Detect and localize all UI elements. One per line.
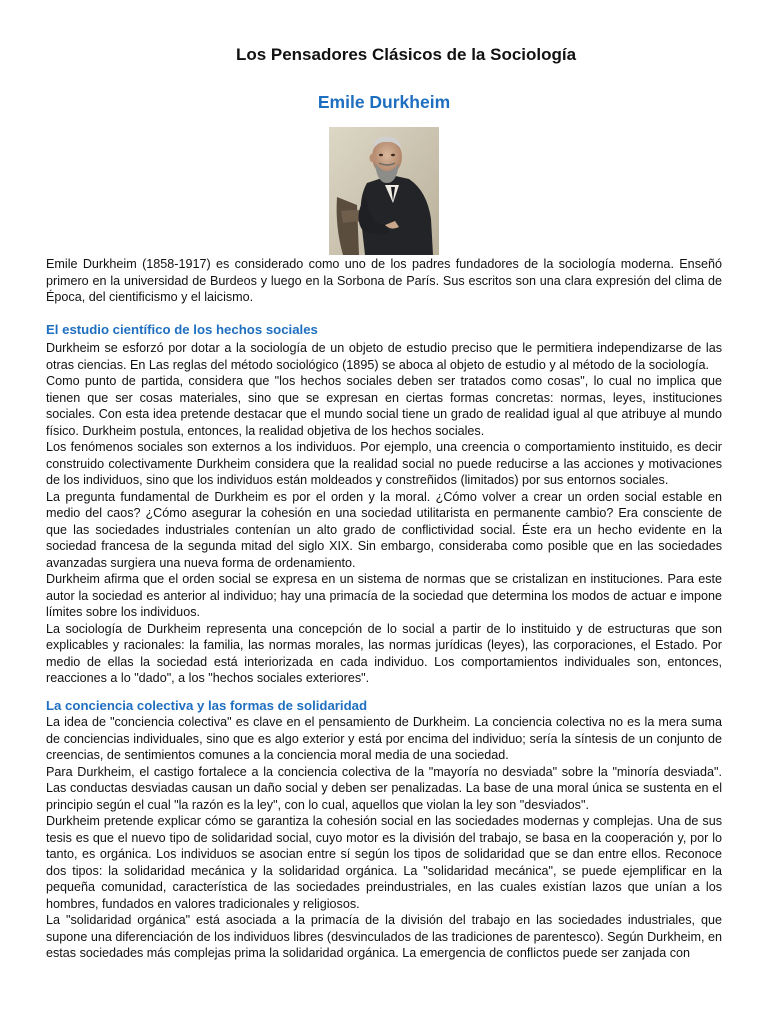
section-body (46, 714, 722, 962)
paragraph: La pregunta fundamental de Durkheim es por el orden y la moral. ¿Cómo volver a crear un orden social estable en medio del caos? ¿Cómo asegurar la cohesión en una sociedad utilitarista en permanente cambio? Era consciente de que las sociedades industriales contenían un alto grado de conflictividad social. Éste era un hecho evidente en la sociedad francesa de la segunda mitad del siglo XIX. Sin embargo, consideraba como posible que en las sociedades avanzadas surgiera una nueva forma de ordenamiento. (46, 489, 722, 570)
paragraph: Los fenómenos sociales son externos a los individuos. Por ejemplo, una creencia o comportamiento instituido, es decir construido colectivamente Durkheim considera que la realidad social no puede reducirse a las acciones y motivaciones de los individuos, sino que los individuos están moldeados y constreñidos (limitados) por sus entornos sociales. (46, 440, 722, 487)
section-body (46, 340, 722, 687)
author-name: Emile Durkheim (317, 92, 451, 112)
section-heading: El estudio científico de los hechos sociales (46, 322, 318, 337)
paragraph: Durkheim afirma que el orden social se expresa en un sistema de normas que se cristalizan en instituciones. Para este autor la sociedad es anterior al individuo; hay una primacía de la sociedad que determina los modos de actuar e impone límites sobre los individuos. (46, 572, 722, 619)
paragraph: Durkheim se esforzó por dotar a la sociología de un objeto de estudio preciso que le permitiera independizarse de las otras ciencias. En Las reglas del método sociológico (1895) se aboca al objeto de estudio y al método de la sociología. (46, 341, 722, 372)
paragraph: Como punto de partida, considera que "los hechos sociales deben ser tratados como cosas", lo cual no implica que tienen que ser cosas materiales, sino que se expresan en ciertas formas concretas: normas, leyes, instituciones sociales. Con esta idea pretende destacar que el mundo social tiene un grado de realidad igual al que atribuye al mundo físico. Durkheim postula, entonces, la realidad objetiva de los hechos sociales. (46, 374, 722, 438)
paragraph: Para Durkheim, el castigo fortalece a la conciencia colectiva de la "mayoría no desviada" sobre la "minoría desviada". Las conductas desviadas causan un daño social y deben ser penalizadas. La base de una moral única se sustenta en el principio según el cual "la razón es la ley", con lo cual, aquellos que violan la ley son "desviados". (46, 764, 722, 812)
intro-text (46, 256, 722, 306)
section-heading: La conciencia colectiva y las formas de solidaridad (46, 698, 368, 713)
portrait-photo (329, 127, 439, 255)
paragraph: La sociología de Durkheim representa una concepción de lo social a partir de lo instituido y de estructuras que son explicables y racionales: la familia, las normas morales, las normas jurídicas (leyes), las corporaciones, el Estado. Por medio de ellas la sociedad está interiorizada en cada individuo. Los comportamientos individuales son, entonces, reacciones a lo "dado", a los "hechos sociales exteriores". (46, 621, 722, 685)
portrait-photo-icon (329, 127, 439, 255)
document-title: Los Pensadores Clásicos de la Sociología (235, 45, 577, 64)
paragraph: La idea de "conciencia colectiva" es clave en el pensamiento de Durkheim. La conciencia colectiva no es la mera suma de conciencias individuales, sino que es algo exterior y está por encima del individuo; sería la síntesis de un conjunto de creencias, de sentimientos comunes a la conciencia moral media de una sociedad. (46, 715, 722, 762)
paragraph: La "solidaridad orgánica" está asociada a la primacía de la división del trabajo en las sociedades industriales, que supone una diferenciación de los individuos libres (desvinculados de las tradiciones de parentesco). Según Durkheim, en estas sociedades más complejas prima la solidaridad orgánica. La emergencia de conflictos puede ser zanjada con (46, 913, 722, 960)
paragraph: Durkheim pretende explicar cómo se garantiza la cohesión social en las sociedades modernas y complejas. Una de sus tesis es que el nuevo tipo de solidaridad social, cuyo motor es la división del trabajo, se basa en la cooperación y, por lo tanto, es orgánica. Los individuos se asocian entre sí según los tipos de solidaridad que se dan entre ellos. Reconoce dos tipos: la solidaridad mecánica y la solidaridad orgánica. La "solidaridad mecánica", se puede ejemplificar en la pequeña comunidad, característica de las sociedades preindustriales, en las cuales existían lazos que unían a los hombres, fundados en valores tradicionales y religiosos. (46, 814, 722, 911)
paragraph: Emile Durkheim (1858-1917) es considerado como uno de los padres fundadores de la sociología moderna. Enseñó primero en la universidad de Burdeos y luego en la Sorbona de París. Sus escritos son una clara expresión del clima de Época, del cientificismo y el laicismo. (46, 257, 722, 304)
